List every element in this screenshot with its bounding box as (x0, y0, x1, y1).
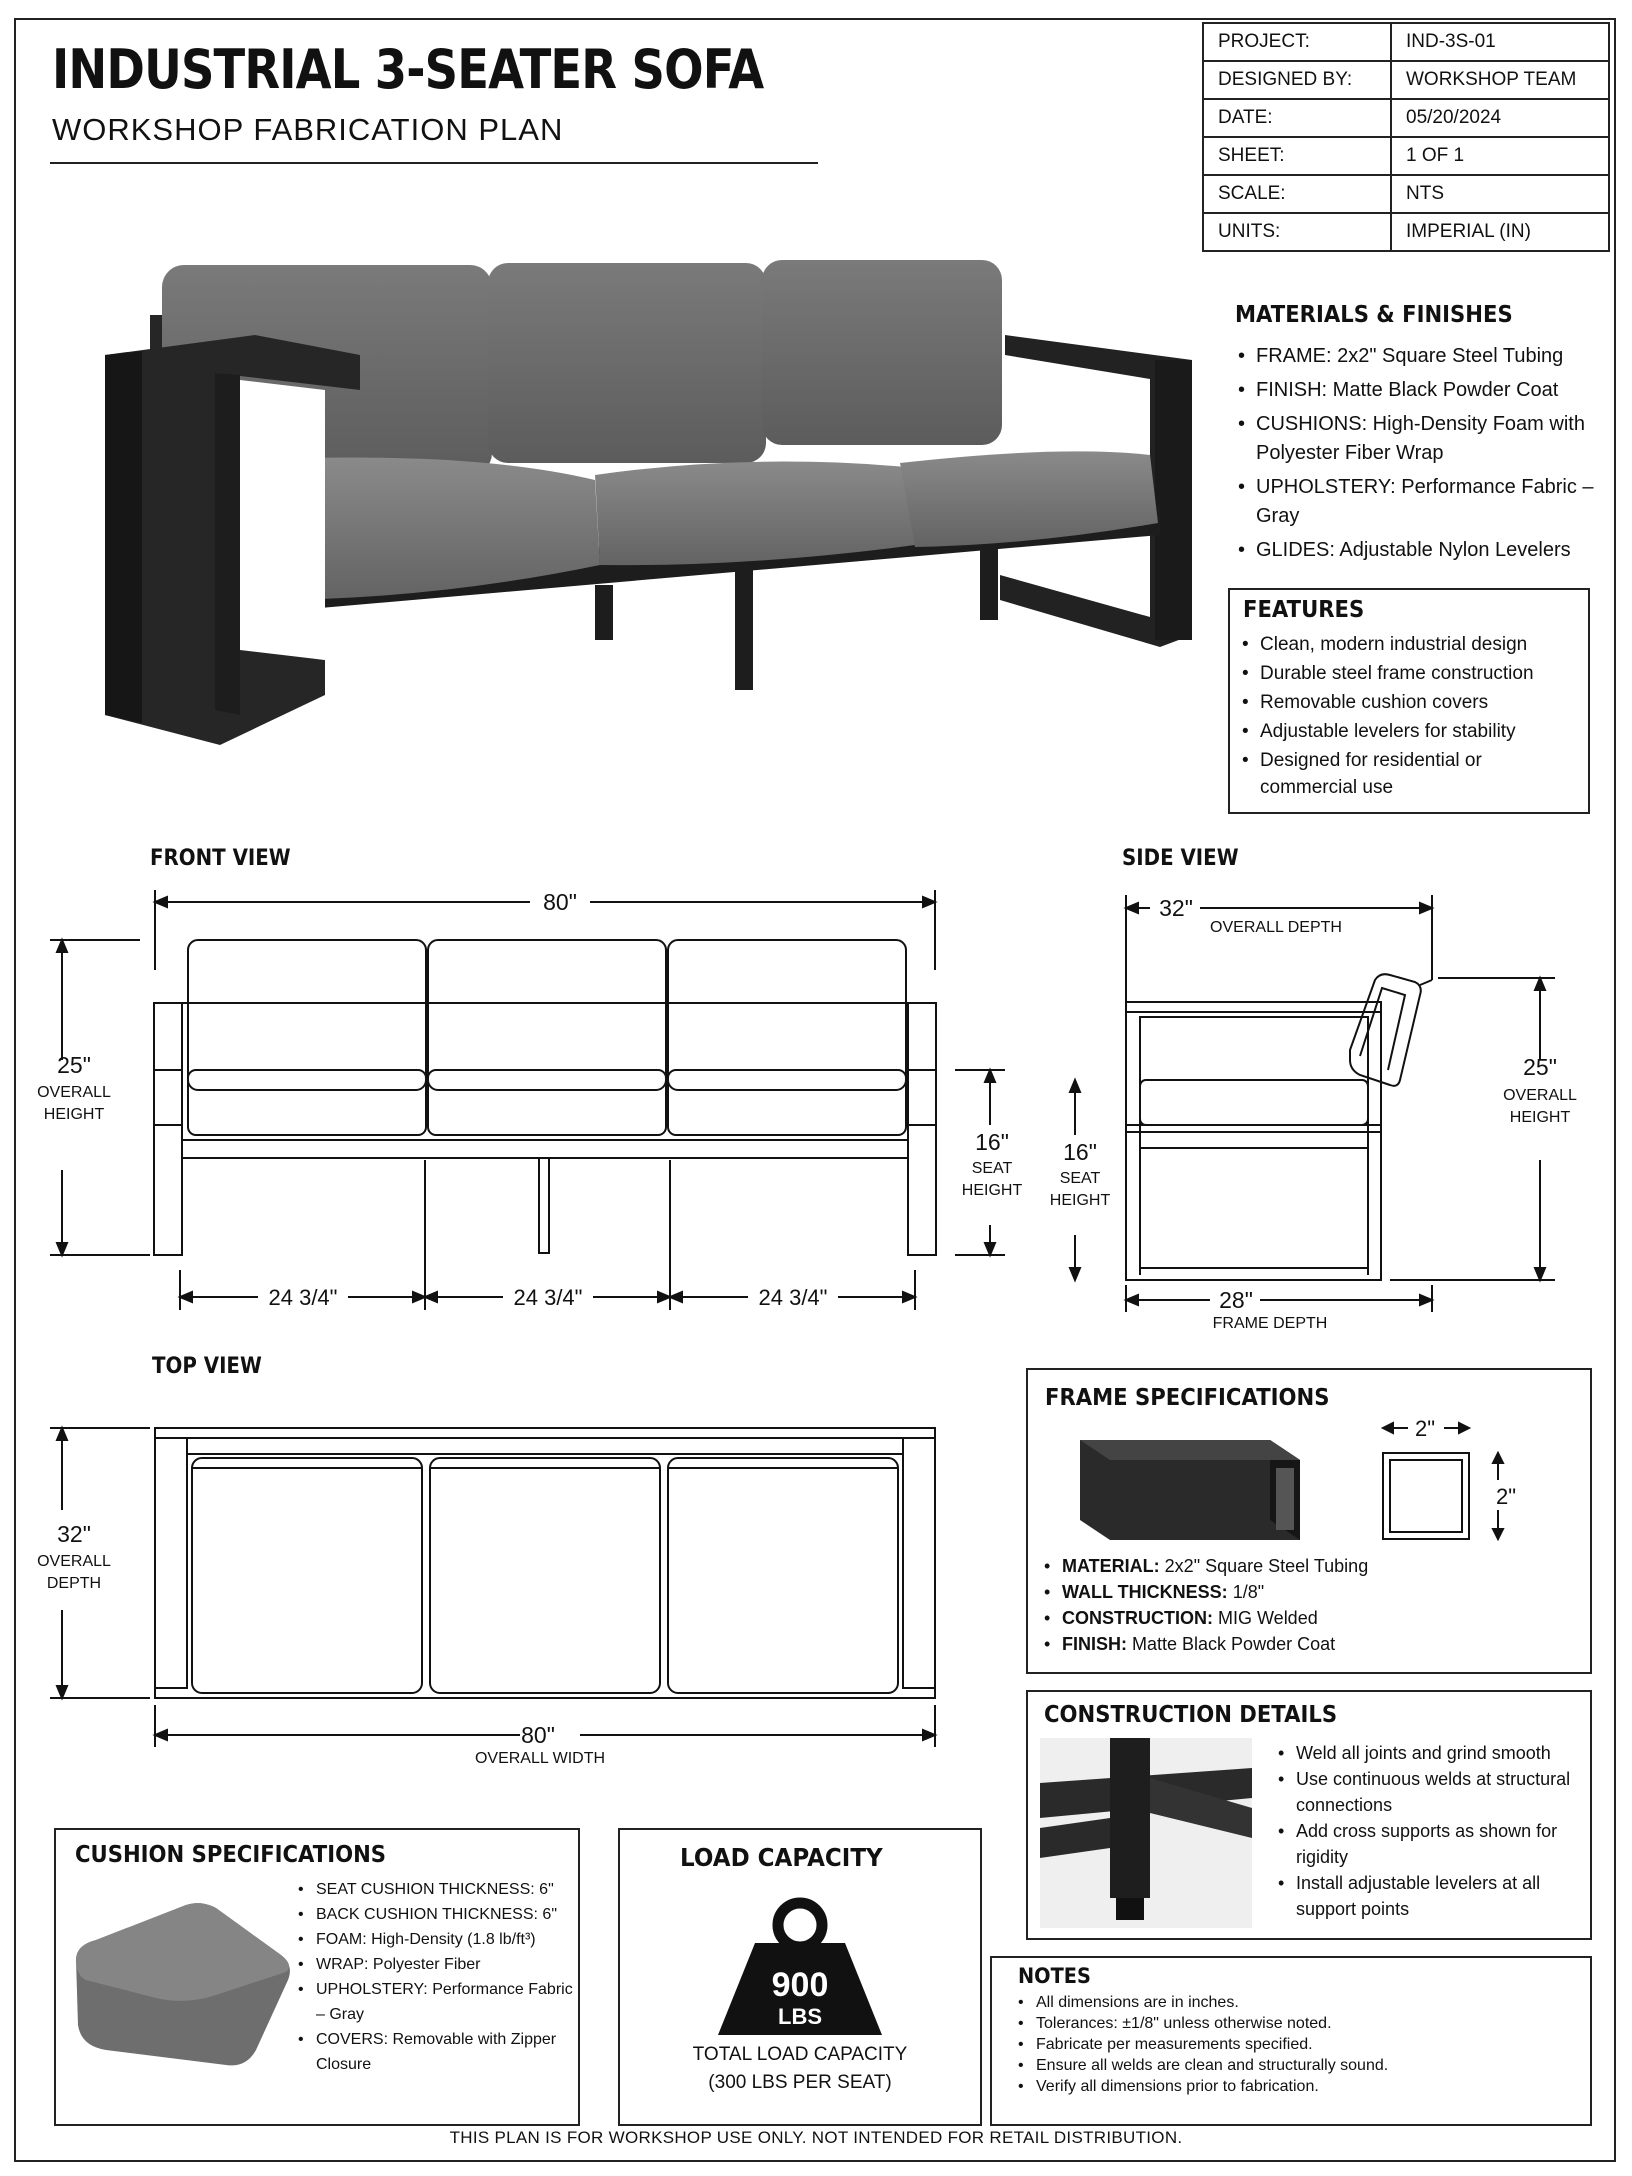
list-item: • Removable cushion covers (1240, 689, 1570, 716)
list-item: • Install adjustable levelers at all support points (1276, 1870, 1591, 1922)
weight-icon (710, 1895, 890, 2040)
load-caption: (300 LBS PER SEAT) (708, 2072, 892, 2093)
title-block-row (1203, 137, 1609, 175)
tb-value: 05/20/2024 (1391, 99, 1609, 137)
side-seat-label: SEAT (1059, 1170, 1101, 1187)
weld-joint-illustration (1040, 1738, 1252, 1928)
list-item: • Tolerances: ±1/8" unless otherwise noted. (1016, 2013, 1576, 2034)
title-block-row (1203, 23, 1609, 61)
list-item: • MATERIAL: 2x2" Square Steel Tubing (1042, 1553, 1562, 1579)
top-depth-label: OVERALL (37, 1553, 111, 1570)
list-item: • All dimensions are in inches. (1016, 1992, 1576, 2013)
notes-heading: NOTES (1018, 1964, 1091, 1988)
cushion-width-label: 24 3/4" (268, 1285, 338, 1310)
sofa-hero-illustration (100, 255, 1210, 765)
construction-heading: CONSTRUCTION DETAILS (1044, 1702, 1338, 1728)
tube-illustration (1070, 1416, 1590, 1560)
side-depth-value: 32" (1159, 895, 1193, 921)
title-block (1202, 22, 1610, 252)
cushion-width-label: 24 3/4" (758, 1285, 828, 1310)
list-item: • COVERS: Removable with Zipper Closure (296, 2027, 586, 2077)
list-item: • GLIDES: Adjustable Nylon Levelers (1236, 536, 1616, 565)
footer-disclaimer: THIS PLAN IS FOR WORKSHOP USE ONLY. NOT INTENDED FOR RETAIL DISTRIBUTION. (449, 2128, 1183, 2147)
title-block-row (1203, 61, 1609, 99)
construction-list (1276, 1740, 1591, 1922)
seat-cushion (428, 1070, 666, 1135)
back-cushion (428, 940, 666, 1090)
front-height-value: 25" (57, 1052, 91, 1078)
page-subtitle: WORKSHOP FABRICATION PLAN (52, 112, 564, 147)
front-seat-value: 16" (975, 1129, 1009, 1155)
cushion-illustration (66, 1900, 296, 2080)
list-item: • Add cross supports as shown for rigidity (1276, 1818, 1591, 1870)
back-cushion (488, 263, 766, 463)
seat-cushion (188, 1070, 426, 1135)
list-item: • Ensure all welds are clean and structurally sound. (1016, 2055, 1576, 2076)
center-leg (539, 1158, 549, 1253)
back-cushion (188, 940, 426, 1090)
tb-key: PROJECT: (1203, 23, 1391, 61)
cushion-specs-heading: CUSHION SPECIFICATIONS (75, 1842, 387, 1868)
side-seat-value: 16" (1063, 1139, 1097, 1165)
list-item: • FOAM: High-Density (1.8 lb/ft³) (296, 1927, 586, 1952)
side-view-heading: SIDE VIEW (1122, 846, 1239, 871)
support-leg (595, 585, 613, 640)
title-block-row (1203, 175, 1609, 213)
list-item: • CUSHIONS: High-Density Foam with Polyester Fiber Wrap (1236, 410, 1616, 468)
list-item: • BACK CUSHION THICKNESS: 6" (296, 1902, 586, 1927)
arm-frame (154, 1003, 182, 1125)
list-item: • Use continuous welds at structural connections (1276, 1766, 1591, 1818)
list-item: • WALL THICKNESS: 1/8" (1042, 1579, 1562, 1605)
seat-cushion (595, 462, 915, 566)
tb-key: DATE: (1203, 99, 1391, 137)
list-item: • UPHOLSTERY: Performance Fabric – Gray (1236, 473, 1616, 531)
list-item: • WRAP: Polyester Fiber (296, 1952, 586, 1977)
title-block-row (1203, 99, 1609, 137)
tube-width-label: 2" (1414, 1416, 1436, 1441)
features-heading: FEATURES (1243, 597, 1365, 623)
list-item: • UPHOLSTERY: Performance Fabric – Gray (296, 1977, 586, 2027)
side-height-value: 25" (1523, 1054, 1557, 1080)
front-seat-label: SEAT (971, 1160, 1013, 1177)
front-view-drawing (20, 870, 1030, 1330)
materials-heading: MATERIALS & FINISHES (1235, 302, 1513, 328)
arm-frame (908, 1003, 936, 1125)
notes-list (1016, 1992, 1576, 2097)
list-item: • Verify all dimensions prior to fabrication. (1016, 2076, 1576, 2097)
seat-cushion (668, 1070, 906, 1135)
page-title: INDUSTRIAL 3-SEATER SOFA (52, 38, 764, 101)
support-leg (980, 545, 998, 620)
frame-depth-label: FRAME DEPTH (1212, 1315, 1328, 1332)
tb-value: 1 OF 1 (1391, 137, 1609, 175)
front-view-heading: FRONT VIEW (150, 846, 291, 871)
frame-specs-list (1042, 1553, 1562, 1657)
tb-key: UNITS: (1203, 213, 1391, 251)
cushion-width-label: 24 3/4" (513, 1285, 583, 1310)
back-cushion (668, 940, 906, 1090)
top-view-drawing (20, 1410, 1000, 1770)
tb-key: SHEET: (1203, 137, 1391, 175)
side-depth-label: OVERALL DEPTH (1210, 919, 1342, 936)
list-item: • SEAT CUSHION THICKNESS: 6" (296, 1877, 586, 1902)
front-height-label: OVERALL (37, 1084, 111, 1101)
list-item: • Adjustable levelers for stability (1240, 718, 1570, 745)
load-heading: LOAD CAPACITY (680, 1843, 883, 1872)
front-height-label: HEIGHT (43, 1106, 105, 1123)
list-item: • FINISH: Matte Black Powder Coat (1042, 1631, 1562, 1657)
tb-value: IND-3S-01 (1391, 23, 1609, 61)
top-depth-value: 32" (57, 1521, 91, 1547)
seat-cushion (668, 1458, 898, 1693)
top-depth-label: DEPTH (46, 1575, 102, 1592)
title-rule (50, 162, 818, 164)
title-block-row (1203, 213, 1609, 251)
list-item: • FRAME: 2x2" Square Steel Tubing (1236, 342, 1616, 371)
front-seat-label: HEIGHT (961, 1182, 1023, 1199)
seat-cushion (192, 1458, 422, 1693)
top-width-label: OVERALL WIDTH (474, 1750, 606, 1767)
list-item: • FINISH: Matte Black Powder Coat (1236, 376, 1616, 405)
frame-specs-heading: FRAME SPECIFICATIONS (1045, 1385, 1330, 1411)
list-item: • CONSTRUCTION: MIG Welded (1042, 1605, 1562, 1631)
side-seat-label: HEIGHT (1049, 1192, 1111, 1209)
tb-key: SCALE: (1203, 175, 1391, 213)
side-height-label: HEIGHT (1509, 1109, 1571, 1126)
seat-cushion (430, 1458, 660, 1693)
load-value: 900 (771, 1966, 829, 2004)
front-width-label: 80" (543, 889, 577, 915)
side-view-drawing (1049, 880, 1620, 1340)
list-item: • Durable steel frame construction (1240, 660, 1570, 687)
materials-list (1236, 342, 1616, 570)
frame-depth-value: 28" (1219, 1287, 1253, 1313)
back-cushion (762, 260, 1002, 445)
list-item: • Clean, modern industrial design (1240, 631, 1570, 658)
top-view-heading: TOP VIEW (152, 1354, 262, 1379)
load-unit: LBS (778, 2004, 822, 2029)
tb-value: WORKSHOP TEAM (1391, 61, 1609, 99)
tb-value: NTS (1391, 175, 1609, 213)
seat-cushion (1140, 1080, 1368, 1125)
list-item: • Designed for residential or commercial use (1240, 747, 1570, 801)
list-item: • Fabricate per measurements specified. (1016, 2034, 1576, 2055)
back-cushion (1350, 974, 1421, 1086)
list-item: • Weld all joints and grind smooth (1276, 1740, 1591, 1766)
cushion-specs-list (296, 1877, 586, 2077)
tb-key: DESIGNED BY: (1203, 61, 1391, 99)
top-width-value: 80" (521, 1722, 555, 1748)
load-caption: TOTAL LOAD CAPACITY (692, 2044, 908, 2065)
tube-height-label: 2" (1495, 1484, 1517, 1509)
features-list (1240, 631, 1570, 803)
tb-value: IMPERIAL (IN) (1391, 213, 1609, 251)
side-height-label: OVERALL (1503, 1087, 1577, 1104)
support-leg (735, 570, 753, 690)
